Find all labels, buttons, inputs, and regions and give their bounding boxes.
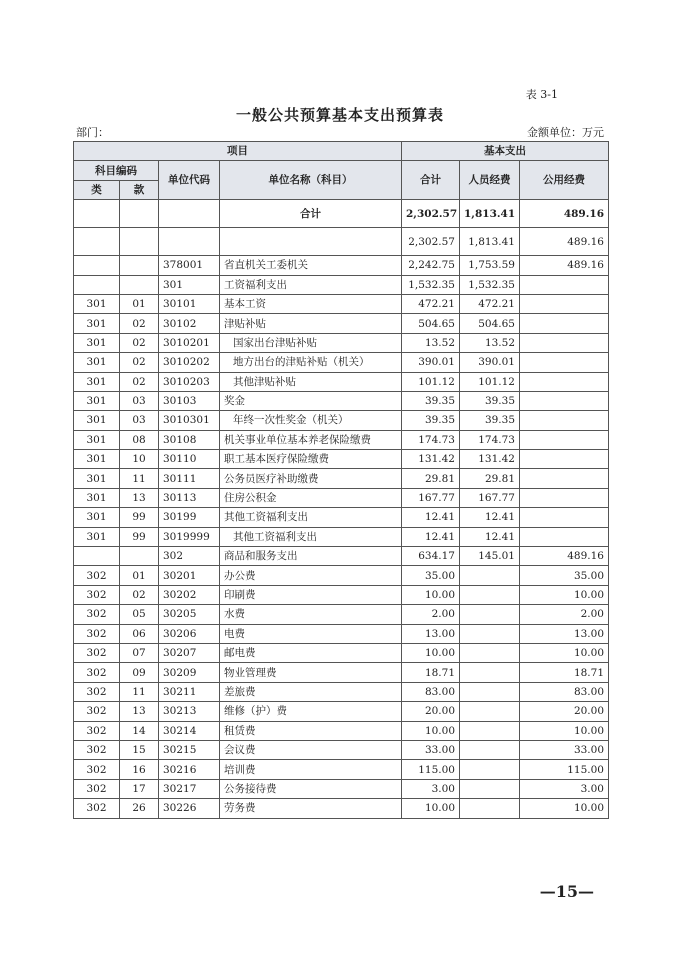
subject-section: [120, 547, 159, 566]
table-row: [74, 740, 609, 759]
unit-code: 30206: [159, 624, 220, 643]
unit-code: 30209: [159, 663, 220, 682]
table-row: [74, 228, 609, 256]
subject-class: 301: [74, 450, 120, 469]
amount-personnel: [460, 740, 520, 759]
subject-section: 02: [120, 585, 159, 604]
unit-code: 3010201: [159, 333, 220, 352]
unit-code: 30205: [159, 605, 220, 624]
amount-personnel: [460, 682, 520, 701]
subject-class: [74, 256, 120, 275]
subject-class: 302: [74, 702, 120, 721]
amount-personnel: [460, 702, 520, 721]
subject-class: 301: [74, 411, 120, 430]
amount-personnel: 472.21: [460, 294, 520, 313]
subject-section: 13: [120, 702, 159, 721]
amount-public: 10.00: [520, 799, 609, 818]
subject-class: 301: [74, 333, 120, 352]
table-row: [74, 624, 609, 643]
amount-personnel: [460, 605, 520, 624]
unit-name: 基本工资: [220, 294, 402, 313]
amount-public: [520, 508, 609, 527]
amount-public: [520, 353, 609, 372]
amount-total: 390.01: [402, 353, 460, 372]
unit-code: 30111: [159, 469, 220, 488]
unit-name: 水费: [220, 605, 402, 624]
table-row: [74, 721, 609, 740]
unit-name: 邮电费: [220, 643, 402, 662]
table-row: [74, 779, 609, 798]
subject-class: 301: [74, 372, 120, 391]
unit-code: 3010202: [159, 353, 220, 372]
unit-code: 30214: [159, 721, 220, 740]
amount-public: 33.00: [520, 740, 609, 759]
table-row: [74, 508, 609, 527]
unit-code: 3010301: [159, 411, 220, 430]
unit-code: 30213: [159, 702, 220, 721]
amount-public: 10.00: [520, 585, 609, 604]
unit-name: 职工基本医疗保险缴费: [220, 450, 402, 469]
amount-personnel: [460, 624, 520, 643]
subject-class: 301: [74, 294, 120, 313]
amount-personnel: [460, 643, 520, 662]
subject-class: 301: [74, 314, 120, 333]
amount-total: 472.21: [402, 294, 460, 313]
unit-code: 30113: [159, 488, 220, 507]
subject-class: 302: [74, 643, 120, 662]
subject-section: 11: [120, 469, 159, 488]
amount-total: 634.17: [402, 547, 460, 566]
subject-class: 302: [74, 721, 120, 740]
amount-personnel: 101.12: [460, 372, 520, 391]
unit-name: 工资福利支出: [220, 275, 402, 294]
amount-personnel: [460, 663, 520, 682]
unit-name: 租赁费: [220, 721, 402, 740]
subject-class: 302: [74, 585, 120, 604]
unit-code: 3010203: [159, 372, 220, 391]
amount-total: 12.41: [402, 508, 460, 527]
total-row: [74, 200, 609, 228]
amount-total: 10.00: [402, 799, 460, 818]
amount-personnel: [460, 566, 520, 585]
table-row: [74, 488, 609, 507]
unit-code: 30217: [159, 779, 220, 798]
unit-name: 办公费: [220, 566, 402, 585]
unit-name: 津贴补贴: [220, 314, 402, 333]
amount-public: 3.00: [520, 779, 609, 798]
department-label: 部门：: [76, 126, 109, 139]
unit-code: 30216: [159, 760, 220, 779]
subject-section: 10: [120, 450, 159, 469]
unit-name: 公务接待费: [220, 779, 402, 798]
amount-public: 2.00: [520, 605, 609, 624]
subject-section: 01: [120, 566, 159, 585]
table-row: [74, 702, 609, 721]
subject-section: 05: [120, 605, 159, 624]
subject-class: 302: [74, 663, 120, 682]
table-row: [74, 391, 609, 410]
amount-personnel: [460, 721, 520, 740]
table-row: [74, 682, 609, 701]
subject-class: 301: [74, 488, 120, 507]
amount-personnel: 29.81: [460, 469, 520, 488]
unit-name: 其他工资福利支出: [220, 527, 402, 546]
total-label: 合计: [220, 200, 402, 228]
unit-code: 302: [159, 547, 220, 566]
amount-unit-label: 金额单位：万元: [527, 126, 604, 139]
header-total: 合计: [402, 161, 460, 200]
subject-section: 06: [120, 624, 159, 643]
subject-class: 302: [74, 760, 120, 779]
amount-personnel: [460, 760, 520, 779]
subject-class: 302: [74, 605, 120, 624]
amount-total: 504.65: [402, 314, 460, 333]
table-row: [74, 372, 609, 391]
table-row: [74, 430, 609, 449]
subject-section: 14: [120, 721, 159, 740]
amount-public: 489.16: [520, 547, 609, 566]
subject-section: 02: [120, 314, 159, 333]
amount-personnel: 167.77: [460, 488, 520, 507]
unit-code: [159, 228, 220, 256]
table-row: [74, 663, 609, 682]
table-row: [74, 469, 609, 488]
unit-code: 30103: [159, 391, 220, 410]
subject-class: [74, 275, 120, 294]
amount-public: [520, 411, 609, 430]
amount-public: [520, 275, 609, 294]
subject-class: 301: [74, 430, 120, 449]
unit-name: 年终一次性奖金（机关）: [220, 411, 402, 430]
subject-class: 302: [74, 740, 120, 759]
subject-section: 02: [120, 372, 159, 391]
amount-personnel: [460, 799, 520, 818]
header-basic-expense: 基本支出: [402, 142, 609, 161]
unit-code: 30199: [159, 508, 220, 527]
unit-code: 30215: [159, 740, 220, 759]
table-row: [74, 643, 609, 662]
unit-name: 会议费: [220, 740, 402, 759]
subject-section: 17: [120, 779, 159, 798]
amount-total: 29.81: [402, 469, 460, 488]
amount-personnel: 131.42: [460, 450, 520, 469]
unit-code: 30201: [159, 566, 220, 585]
table-row: [74, 605, 609, 624]
unit-name: 公务员医疗补助缴费: [220, 469, 402, 488]
unit-name: 省直机关工委机关: [220, 256, 402, 275]
amount-total: 39.35: [402, 391, 460, 410]
amount-personnel: 504.65: [460, 314, 520, 333]
amount-public: 13.00: [520, 624, 609, 643]
table-row: [74, 294, 609, 313]
amount-personnel: 13.52: [460, 333, 520, 352]
subject-class: 302: [74, 624, 120, 643]
amount-public: 10.00: [520, 721, 609, 740]
table-number: 表 3-1: [525, 88, 558, 101]
header-subject-code: 科目编码: [74, 161, 159, 180]
subject-class: [74, 228, 120, 256]
subject-class: 301: [74, 469, 120, 488]
unit-name: 劳务费: [220, 799, 402, 818]
amount-personnel: 39.35: [460, 391, 520, 410]
table-row: [74, 450, 609, 469]
header-class: 类: [74, 180, 120, 199]
amount-public: [520, 488, 609, 507]
amount-public: 35.00: [520, 566, 609, 585]
amount-public: [520, 469, 609, 488]
amount-total: 13.00: [402, 624, 460, 643]
budget-table: [73, 141, 609, 819]
amount-total: 10.00: [402, 643, 460, 662]
amount-total: 83.00: [402, 682, 460, 701]
subject-section: 11: [120, 682, 159, 701]
subject-class: 301: [74, 508, 120, 527]
subject-section: [120, 275, 159, 294]
subject-section: [120, 228, 159, 256]
amount-public: [520, 430, 609, 449]
amount-public: 10.00: [520, 643, 609, 662]
table-row: [74, 275, 609, 294]
unit-name: [220, 228, 402, 256]
amount-total: 35.00: [402, 566, 460, 585]
subject-section: 03: [120, 391, 159, 410]
subject-class: 302: [74, 779, 120, 798]
amount-total: 18.71: [402, 663, 460, 682]
unit-name: 住房公积金: [220, 488, 402, 507]
table-row: [74, 760, 609, 779]
subject-class: [74, 547, 120, 566]
subject-section: 03: [120, 411, 159, 430]
unit-name: 其他工资福利支出: [220, 508, 402, 527]
amount-total: 2,242.75: [402, 256, 460, 275]
amount-personnel: 12.41: [460, 527, 520, 546]
amount-public: [520, 333, 609, 352]
amount-total: 167.77: [402, 488, 460, 507]
subject-section: 16: [120, 760, 159, 779]
amount-public: [520, 527, 609, 546]
amount-public: 20.00: [520, 702, 609, 721]
amount-total: 3.00: [402, 779, 460, 798]
unit-code: 30108: [159, 430, 220, 449]
unit-code: 30211: [159, 682, 220, 701]
unit-name: 印刷费: [220, 585, 402, 604]
amount-public: [520, 294, 609, 313]
unit-name: 维修（护）费: [220, 702, 402, 721]
subject-section: 02: [120, 353, 159, 372]
amount-personnel: 1,753.59: [460, 256, 520, 275]
subject-section: 02: [120, 333, 159, 352]
header-unit-code: 单位代码: [159, 161, 220, 200]
amount-total: 115.00: [402, 760, 460, 779]
amount-personnel: 390.01: [460, 353, 520, 372]
table-row: [74, 527, 609, 546]
subject-section: 99: [120, 527, 159, 546]
subject-class: 302: [74, 799, 120, 818]
amount-public: 115.00: [520, 760, 609, 779]
total-public: 489.16: [520, 200, 609, 228]
amount-total: 131.42: [402, 450, 460, 469]
table-row: [74, 353, 609, 372]
amount-total: 10.00: [402, 585, 460, 604]
subject-class: 302: [74, 566, 120, 585]
unit-name: 物业管理费: [220, 663, 402, 682]
subject-section: 09: [120, 663, 159, 682]
unit-code: 301: [159, 275, 220, 294]
amount-personnel: 39.35: [460, 411, 520, 430]
unit-name: 其他津贴补贴: [220, 372, 402, 391]
unit-code: 30110: [159, 450, 220, 469]
unit-name: 电费: [220, 624, 402, 643]
amount-total: 174.73: [402, 430, 460, 449]
amount-total: 10.00: [402, 721, 460, 740]
subject-section: 07: [120, 643, 159, 662]
table-row: [74, 256, 609, 275]
unit-code: 30101: [159, 294, 220, 313]
amount-total: 12.41: [402, 527, 460, 546]
amount-total: 33.00: [402, 740, 460, 759]
unit-name: 培训费: [220, 760, 402, 779]
subject-section: 13: [120, 488, 159, 507]
unit-name: 奖金: [220, 391, 402, 410]
amount-personnel: 145.01: [460, 547, 520, 566]
amount-total: 2.00: [402, 605, 460, 624]
unit-name: 差旅费: [220, 682, 402, 701]
amount-personnel: [460, 585, 520, 604]
header-public: 公用经费: [520, 161, 609, 200]
table-row: [74, 799, 609, 818]
subject-section: 26: [120, 799, 159, 818]
amount-personnel: [460, 779, 520, 798]
amount-public: 489.16: [520, 256, 609, 275]
amount-public: 83.00: [520, 682, 609, 701]
unit-code: 30207: [159, 643, 220, 662]
table-row: [74, 411, 609, 430]
amount-public: 18.71: [520, 663, 609, 682]
amount-public: [520, 372, 609, 391]
table-row: [74, 566, 609, 585]
table-row: [74, 585, 609, 604]
header-personnel: 人员经费: [460, 161, 520, 200]
subject-section: 01: [120, 294, 159, 313]
amount-total: 39.35: [402, 411, 460, 430]
amount-public: [520, 314, 609, 333]
subject-class: 302: [74, 682, 120, 701]
unit-code: 30202: [159, 585, 220, 604]
page-title: 一般公共预算基本支出预算表: [235, 106, 444, 124]
unit-code: 30226: [159, 799, 220, 818]
amount-personnel: 174.73: [460, 430, 520, 449]
amount-public: [520, 391, 609, 410]
unit-code: 3019999: [159, 527, 220, 546]
subject-section: 08: [120, 430, 159, 449]
amount-public: 489.16: [520, 228, 609, 256]
table-row: [74, 333, 609, 352]
table-row: [74, 547, 609, 566]
total-amount: 2,302.57: [402, 200, 460, 228]
unit-name: 地方出台的津贴补贴（机关）: [220, 353, 402, 372]
unit-code: 30102: [159, 314, 220, 333]
amount-total: 101.12: [402, 372, 460, 391]
subject-section: [120, 256, 159, 275]
unit-name: 商品和服务支出: [220, 547, 402, 566]
amount-personnel: 1,532.35: [460, 275, 520, 294]
amount-personnel: 1,813.41: [460, 228, 520, 256]
amount-total: 2,302.57: [402, 228, 460, 256]
unit-name: 国家出台津贴补贴: [220, 333, 402, 352]
page-number: —15—: [539, 882, 594, 901]
subject-class: 301: [74, 391, 120, 410]
header-unit-name: 单位名称（科目）: [220, 161, 402, 200]
subject-section: 99: [120, 508, 159, 527]
amount-total: 13.52: [402, 333, 460, 352]
amount-total: 1,532.35: [402, 275, 460, 294]
header-item: 项目: [74, 142, 402, 161]
unit-name: 机关事业单位基本养老保险缴费: [220, 430, 402, 449]
table-row: [74, 314, 609, 333]
unit-code: 378001: [159, 256, 220, 275]
subject-section: 15: [120, 740, 159, 759]
total-personnel: 1,813.41: [460, 200, 520, 228]
header-section: 款: [120, 180, 159, 199]
subject-class: 301: [74, 527, 120, 546]
subject-class: 301: [74, 353, 120, 372]
amount-total: 20.00: [402, 702, 460, 721]
amount-personnel: 12.41: [460, 508, 520, 527]
amount-public: [520, 450, 609, 469]
